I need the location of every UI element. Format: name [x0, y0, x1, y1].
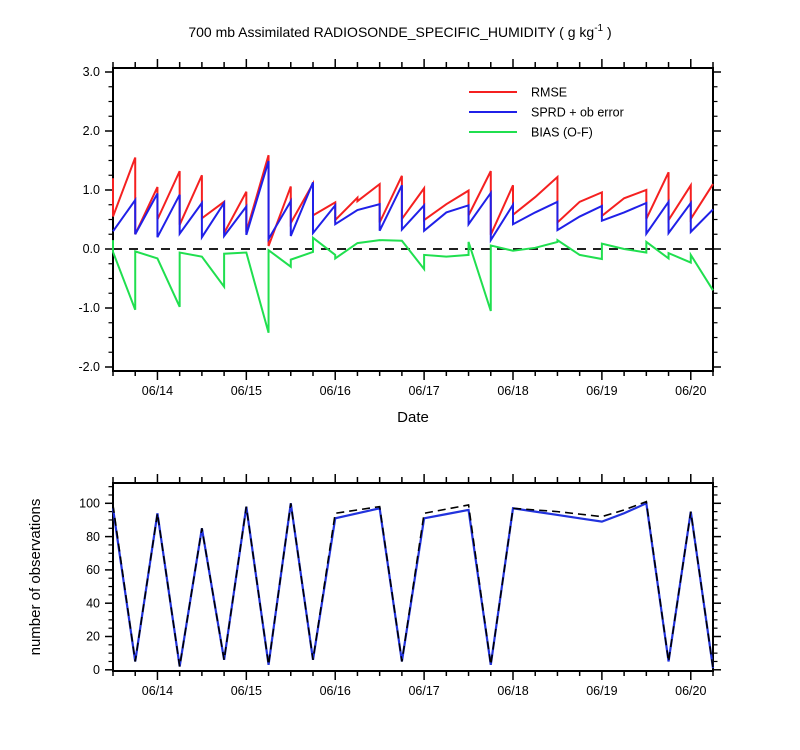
y-tick-label: 80: [86, 529, 100, 544]
error-evolution-panel: [78, 59, 721, 398]
y-tick-label: 100: [79, 496, 100, 511]
x-tick-label: 06/18: [497, 384, 529, 398]
x-tick-label: 06/19: [586, 384, 618, 398]
legend-label: BIAS (O-F): [531, 125, 593, 140]
y-tick-label: 3.0: [82, 65, 100, 80]
x-tick-label: 06/17: [408, 384, 440, 398]
chart-title: [188, 23, 611, 40]
chart-title-superscript: -1: [594, 23, 604, 34]
x-tick-label: 06/15: [230, 684, 262, 698]
legend: [469, 86, 624, 140]
observation-count-panel: [79, 474, 721, 698]
top-xaxis-title: Date: [397, 409, 429, 426]
legend-item-sprd: [469, 106, 624, 120]
y-tick-label: 1.0: [82, 183, 100, 198]
series-rmse: [113, 155, 713, 246]
x-tick-label: 06/16: [319, 684, 351, 698]
legend-label: RMSE: [531, 85, 568, 100]
series-sprd-ob-error: [113, 161, 713, 240]
legend-label: SPRD + ob error: [531, 105, 624, 120]
y-tick-label: 40: [86, 596, 100, 611]
chart-title-end: ): [603, 24, 612, 40]
chart-title-main: 700 mb Assimilated RADIOSONDE_SPECIFIC_HUMIDITY ( g kg: [188, 24, 595, 40]
y-tick-label: -1.0: [78, 301, 100, 316]
y-tick-label: 20: [86, 629, 100, 644]
y-tick-label: 2.0: [82, 124, 100, 139]
y-tick-label: 60: [86, 563, 100, 578]
bottom-yaxis-title: number of observations: [27, 498, 44, 656]
y-tick-label: 0: [93, 663, 100, 677]
x-tick-label: 06/14: [141, 684, 174, 698]
x-tick-label: 06/20: [675, 384, 707, 398]
x-tick-label: 06/20: [675, 684, 707, 698]
x-tick-label: 06/15: [230, 384, 262, 398]
x-tick-label: 06/19: [586, 684, 618, 698]
legend-item-rmse: [469, 86, 567, 100]
x-tick-label: 06/16: [319, 384, 351, 398]
y-tick-label: 0.0: [82, 242, 100, 257]
x-tick-label: 06/18: [497, 684, 529, 698]
legend-item-bias: [469, 126, 593, 140]
x-tick-label: 06/17: [408, 684, 440, 698]
x-tick-label: 06/14: [141, 384, 174, 398]
series-bias-o-f-: [113, 238, 713, 333]
y-tick-label: -2.0: [78, 360, 100, 375]
series-observations-possible: [113, 502, 713, 669]
plot-frame: [113, 483, 713, 671]
